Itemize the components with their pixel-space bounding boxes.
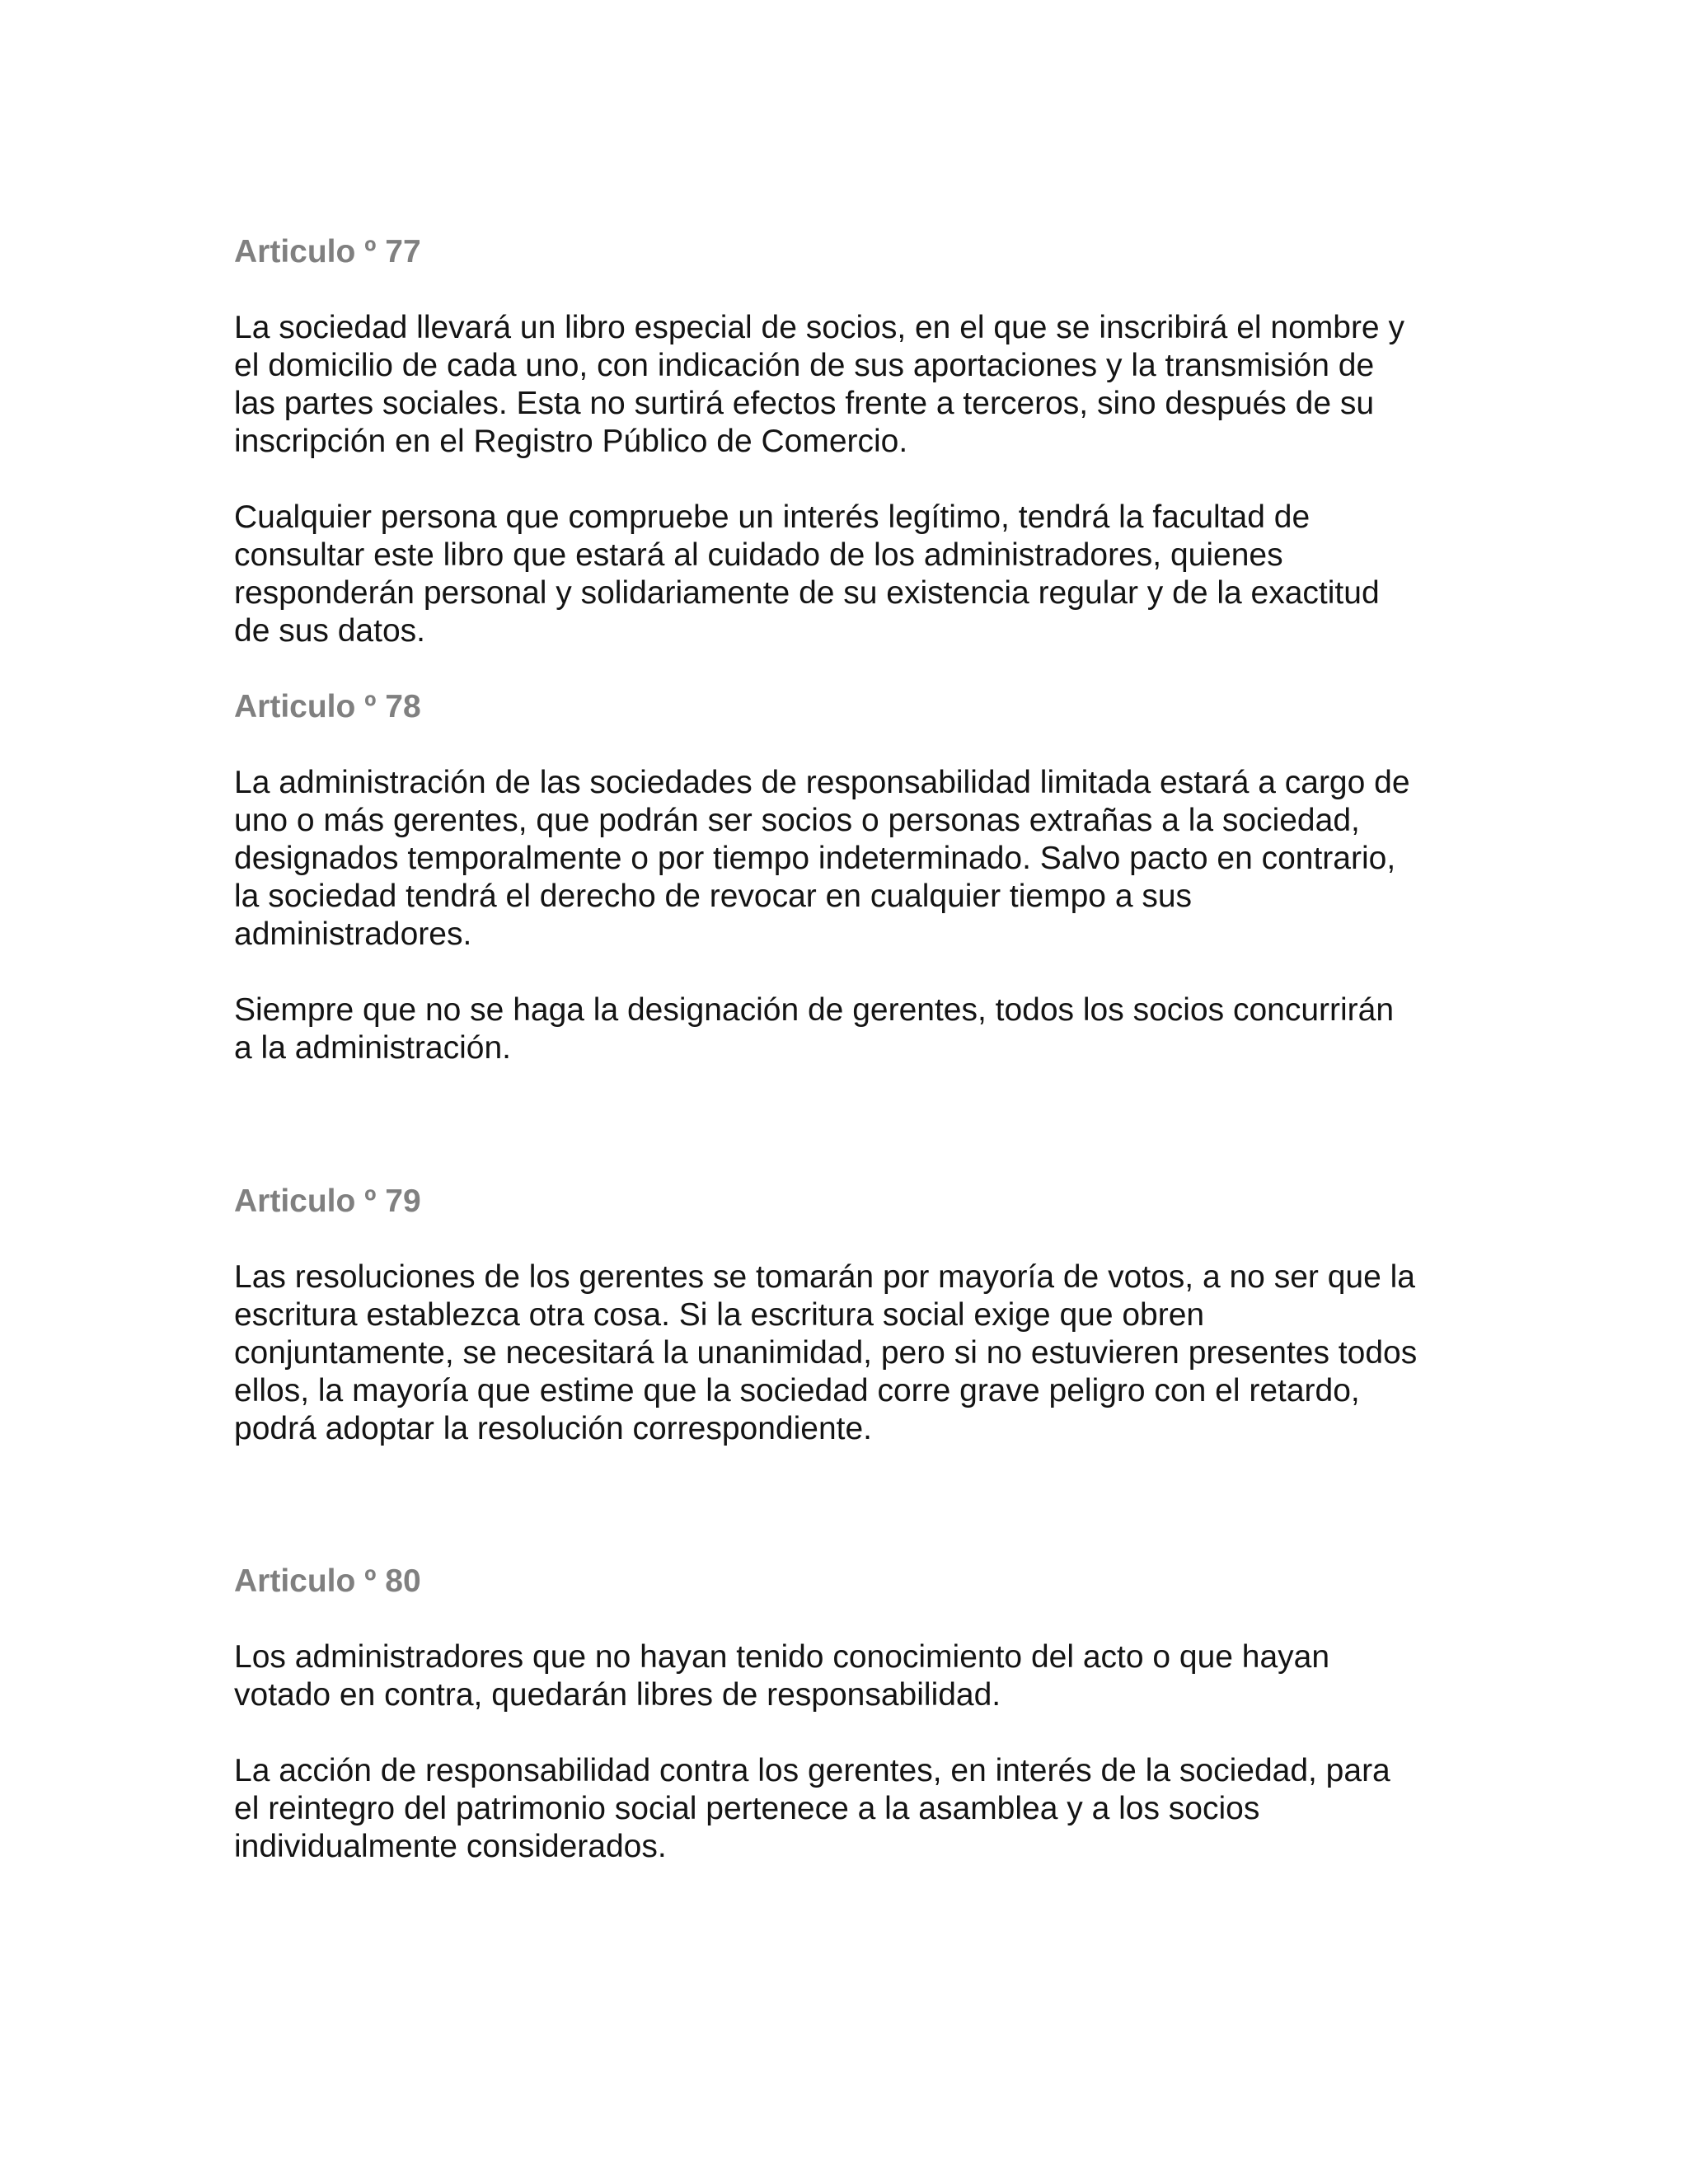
text-line: podrá adoptar la resolución correspondiente. [234, 1411, 873, 1446]
article-79-paragraph-1 [234, 1258, 1487, 1448]
text-line: administradores. [234, 916, 472, 952]
text-line: inscripción en el Registro Público de Comercio. [234, 424, 908, 459]
text-line: escritura establezca otra cosa. Si la escritura social exige que obren [234, 1297, 1205, 1333]
article-78-heading: Articulo º 78 [234, 689, 421, 724]
text-line: uno o más gerentes, que podrán ser socios o personas extrañas a la sociedad, [234, 803, 1360, 838]
text-line: Cualquier persona que compruebe un interés legítimo, tendrá la facultad de [234, 499, 1311, 535]
text-line: de sus datos. [234, 613, 425, 649]
article-77-paragraph-1 [234, 309, 1487, 461]
text-line: la sociedad tendrá el derecho de revocar en cualquier tiempo a sus [234, 879, 1193, 914]
article-77-paragraph-2 [234, 499, 1487, 650]
text-line: ellos, la mayoría que estime que la sociedad corre grave peligro con el retardo, [234, 1373, 1360, 1408]
text-line: votado en contra, quedarán libres de responsabilidad. [234, 1677, 1001, 1713]
article-78-paragraph-2 [234, 991, 1487, 1067]
text-line: La administración de las sociedades de responsabilidad limitada estará a cargo de [234, 765, 1410, 800]
article-77-heading: Articulo º 77 [234, 234, 421, 269]
text-line: La sociedad llevará un libro especial de socios, en el que se inscribirá el nombre y [234, 310, 1404, 345]
text-line: individualmente considerados. [234, 1829, 667, 1864]
text-line: Siempre que no se haga la designación de gerentes, todos los socios concurrirán [234, 992, 1395, 1028]
text-line: las partes sociales. Esta no surtirá efectos frente a terceros, sino después de su [234, 386, 1375, 421]
text-line: el reintegro del patrimonio social pertenece a la asamblea y a los socios [234, 1791, 1260, 1826]
article-79-heading: Articulo º 79 [234, 1183, 421, 1219]
article-80-paragraph-1 [234, 1638, 1487, 1714]
text-line: a la administración. [234, 1030, 511, 1066]
text-line: designados temporalmente o por tiempo indeterminado. Salvo pacto en contrario, [234, 841, 1396, 876]
text-line: Las resoluciones de los gerentes se tomarán por mayoría de votos, a no ser que la [234, 1259, 1415, 1295]
article-78-paragraph-1 [234, 764, 1487, 954]
text-line: responderán personal y solidariamente de su existencia regular y de la exactitud [234, 575, 1380, 611]
text-line: Los administradores que no hayan tenido conocimiento del acto o que hayan [234, 1639, 1330, 1675]
text-line: conjuntamente, se necesitará la unanimidad, pero si no estuvieren presentes todos [234, 1335, 1418, 1371]
article-80-paragraph-2 [234, 1752, 1487, 1866]
text-line: consultar este libro que estará al cuidado de los administradores, quienes [234, 537, 1283, 573]
text-line: el domicilio de cada uno, con indicación de sus aportaciones y la transmisión de [234, 348, 1375, 383]
text-line: La acción de responsabilidad contra los gerentes, en interés de la sociedad, para [234, 1753, 1390, 1788]
article-80-heading: Articulo º 80 [234, 1563, 421, 1599]
